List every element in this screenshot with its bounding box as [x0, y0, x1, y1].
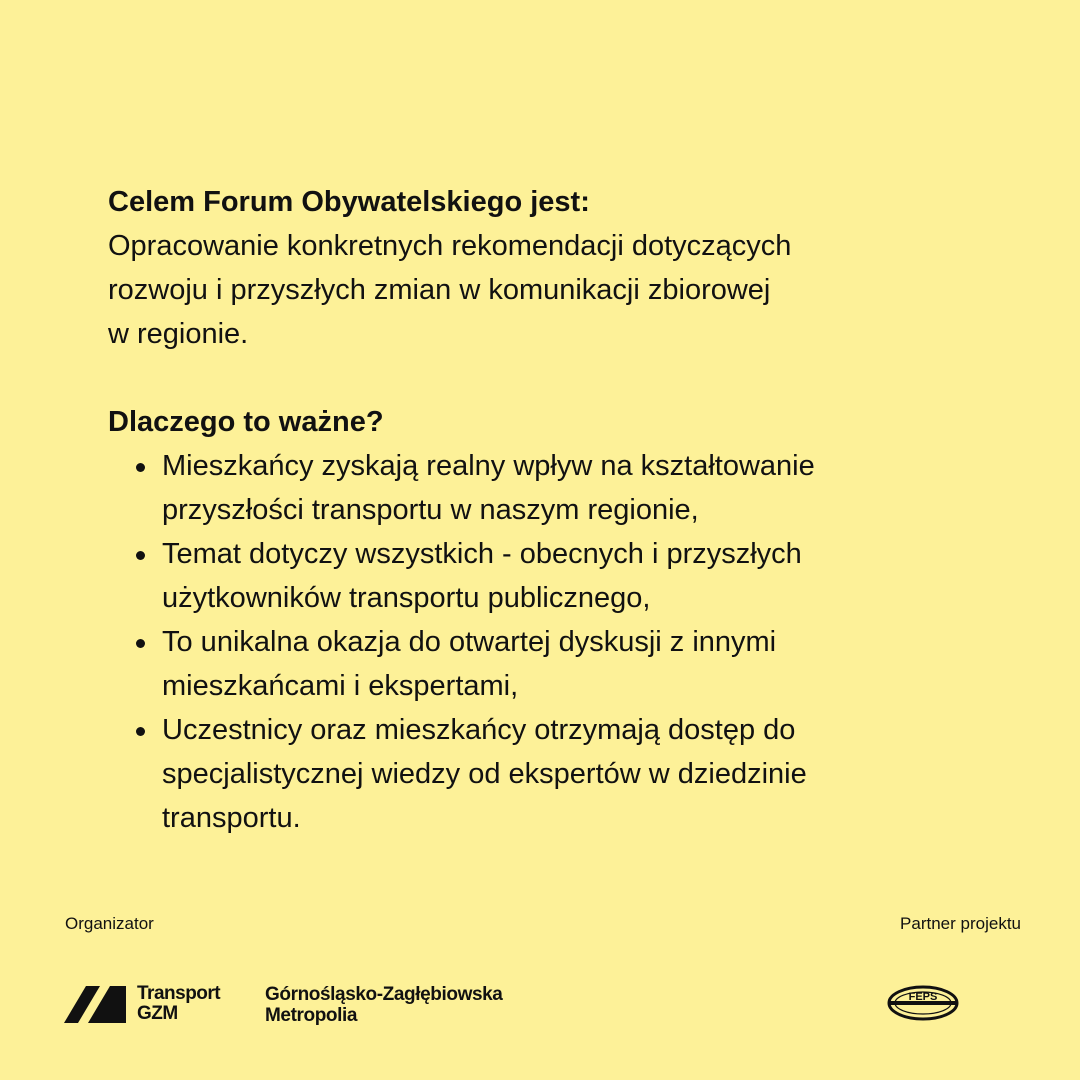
transport-gzm-logo	[64, 984, 220, 1024]
bullet-icon	[136, 639, 145, 648]
transport-gzm-logo-text	[137, 984, 220, 1024]
feps-logo-text: FEPS	[908, 991, 938, 1003]
feps-logo	[886, 984, 960, 1022]
list-item	[108, 532, 908, 620]
list-item-line: Temat dotyczy wszystkich - obecnych i przyszłych	[162, 538, 802, 570]
goal-text	[108, 224, 908, 356]
list-item-line: mieszkańcami i ekspertami,	[162, 670, 519, 702]
list-item-line: Mieszkańcy zyskają realny wpływ na kształtowanie	[162, 450, 815, 482]
list-item-line: Uczestnicy oraz mieszkańcy otrzymają dostęp do	[162, 714, 796, 746]
list-item-line: przyszłości transportu w naszym regionie,	[162, 494, 699, 526]
partner-label: Partner projektu	[900, 914, 1021, 933]
metropolia-logo	[265, 984, 502, 1026]
list-item	[108, 620, 908, 708]
transport-logo-line: Transport	[137, 983, 221, 1004]
list-item-line: specjalistycznej wiedzy od ekspertów w dziedzinie	[162, 758, 807, 790]
list-item-line: użytkowników transportu publicznego,	[162, 582, 651, 614]
feps-logo-icon	[886, 984, 960, 1022]
goal-text-line: Opracowanie konkretnych rekomendacji dotyczących	[108, 230, 792, 262]
bullet-icon	[136, 727, 145, 736]
goal-heading: Celem Forum Obywatelskiego jest:	[108, 186, 590, 218]
transport-logo-line: GZM	[137, 1003, 178, 1024]
organizer-label: Organizator	[65, 914, 154, 933]
goal-text-line: rozwoju i przyszłych zmian w komunikacji zbiorowej	[108, 274, 771, 306]
goal-text-line: w regionie.	[108, 318, 249, 350]
bullet-icon	[136, 551, 145, 560]
list-item	[108, 708, 908, 840]
why-heading: Dlaczego to ważne?	[108, 406, 384, 438]
reasons-list	[108, 444, 908, 840]
metropolia-logo-line: Metropolia	[265, 1005, 358, 1026]
bullet-icon	[136, 463, 145, 472]
list-item-line: transportu.	[162, 802, 301, 834]
list-item-line: To unikalna okazja do otwartej dyskusji z innymi	[162, 626, 777, 658]
list-item	[108, 444, 908, 532]
transport-gzm-logo-icon	[64, 985, 128, 1023]
main-content	[108, 180, 908, 840]
metropolia-logo-line: Górnośląsko-Zagłębiowska	[265, 984, 503, 1005]
